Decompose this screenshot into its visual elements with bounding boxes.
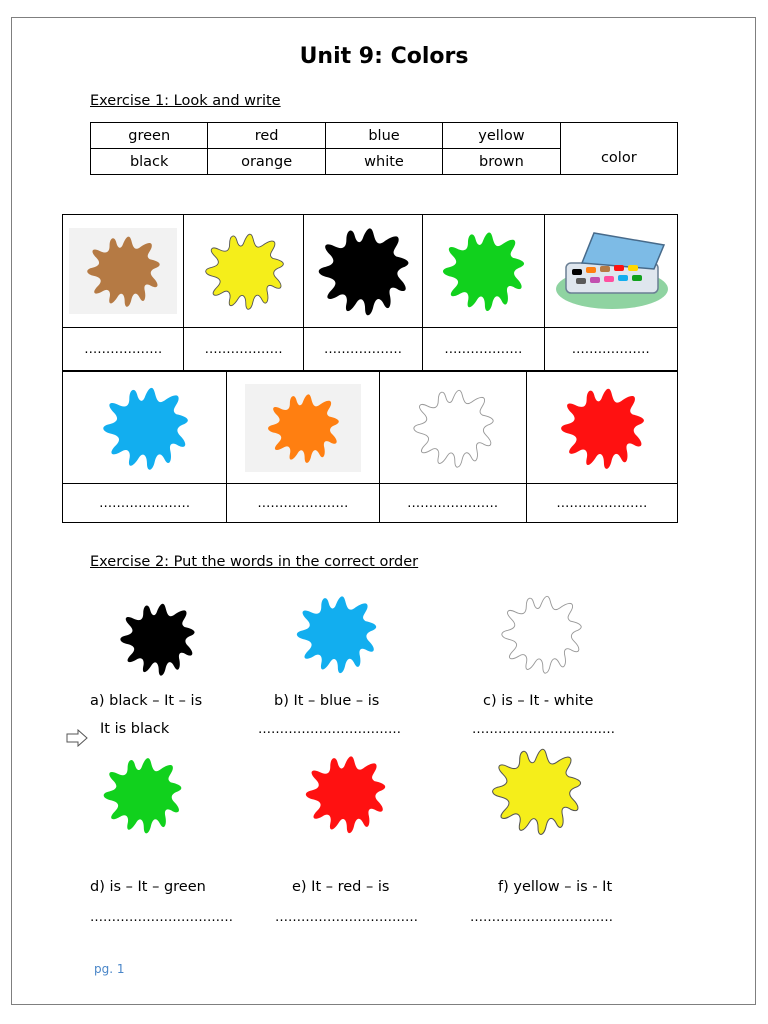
exercise2-prompt-d: d) is – It – green xyxy=(90,879,206,895)
word-brown: brown xyxy=(443,149,560,175)
black-splat-image xyxy=(309,219,417,323)
answer-blank[interactable]: ……………… xyxy=(63,328,184,371)
exercise1-heading: Exercise 1: Look and write xyxy=(90,93,281,109)
exercise2-answer-c[interactable]: …………………………… xyxy=(472,722,615,737)
exercise2-prompt-e: e) It – red – is xyxy=(292,879,390,895)
answer-blank[interactable]: ……………… xyxy=(303,328,422,371)
word-blue: blue xyxy=(325,123,442,149)
exercise2-prompt-a: a) black – It – is xyxy=(90,693,203,709)
green-splat-image xyxy=(429,224,537,318)
paint-palette-image xyxy=(552,229,670,313)
word-white: white xyxy=(325,149,442,175)
image-cell xyxy=(184,215,303,328)
exercise2-heading: Exercise 2: Put the words in the correct order xyxy=(90,554,419,570)
picture-table-row1 xyxy=(62,214,678,371)
word-red: red xyxy=(208,123,325,149)
word-black: black xyxy=(91,149,208,175)
exercise2-prompt-f: f) yellow – is - It xyxy=(498,879,613,895)
white-splat-image xyxy=(492,588,590,680)
exercise2-prompt-c: c) is – It - white xyxy=(483,693,594,709)
page-number: pg. 1 xyxy=(94,962,125,976)
word-bank-table xyxy=(90,122,678,175)
answer-blank[interactable]: ………………… xyxy=(526,484,677,523)
blue-splat-image xyxy=(92,379,198,477)
exercise2-answer-b[interactable]: …………………………… xyxy=(258,722,401,737)
word-yellow: yellow xyxy=(443,123,560,149)
picture-table-row2 xyxy=(62,371,678,523)
image-cell xyxy=(544,215,677,328)
page-title: Unit 9: Colors xyxy=(299,44,469,69)
image-cell xyxy=(423,215,544,328)
image-cell xyxy=(63,215,184,328)
answer-blank[interactable]: ………………… xyxy=(227,484,379,523)
white-splat-image xyxy=(400,382,506,474)
red-splat-image xyxy=(296,748,394,840)
blue-splat-image xyxy=(288,588,384,680)
answer-blank[interactable]: ……………… xyxy=(544,328,677,371)
answer-blank[interactable]: ………………… xyxy=(63,484,227,523)
black-splat-image xyxy=(108,596,206,682)
exercise2-answer-f[interactable]: …………………………… xyxy=(470,910,613,925)
word-orange: orange xyxy=(208,149,325,175)
image-cell xyxy=(227,372,379,484)
brown-splat-image xyxy=(69,228,177,314)
exercise2-answer-e[interactable]: …………………………… xyxy=(275,910,418,925)
image-cell xyxy=(526,372,677,484)
answer-blank[interactable]: ……………… xyxy=(423,328,544,371)
exercise2-answer-d[interactable]: …………………………… xyxy=(90,910,233,925)
image-cell xyxy=(303,215,422,328)
exercise2-answer-a: It is black xyxy=(100,721,170,737)
green-splat-image xyxy=(90,750,194,840)
yellow-splat-image xyxy=(482,740,590,842)
orange-splat-image xyxy=(245,384,361,472)
answer-blank[interactable]: ………………… xyxy=(379,484,526,523)
yellow-splat-image xyxy=(190,226,298,316)
image-cell xyxy=(379,372,526,484)
image-cell xyxy=(63,372,227,484)
word-green: green xyxy=(91,123,208,149)
red-splat-image xyxy=(552,380,652,476)
exercise2-prompt-b: b) It – blue – is xyxy=(274,693,380,709)
answer-blank[interactable]: ……………… xyxy=(184,328,303,371)
word-color: color xyxy=(560,123,677,175)
arrow-right-outline-icon xyxy=(66,729,88,747)
